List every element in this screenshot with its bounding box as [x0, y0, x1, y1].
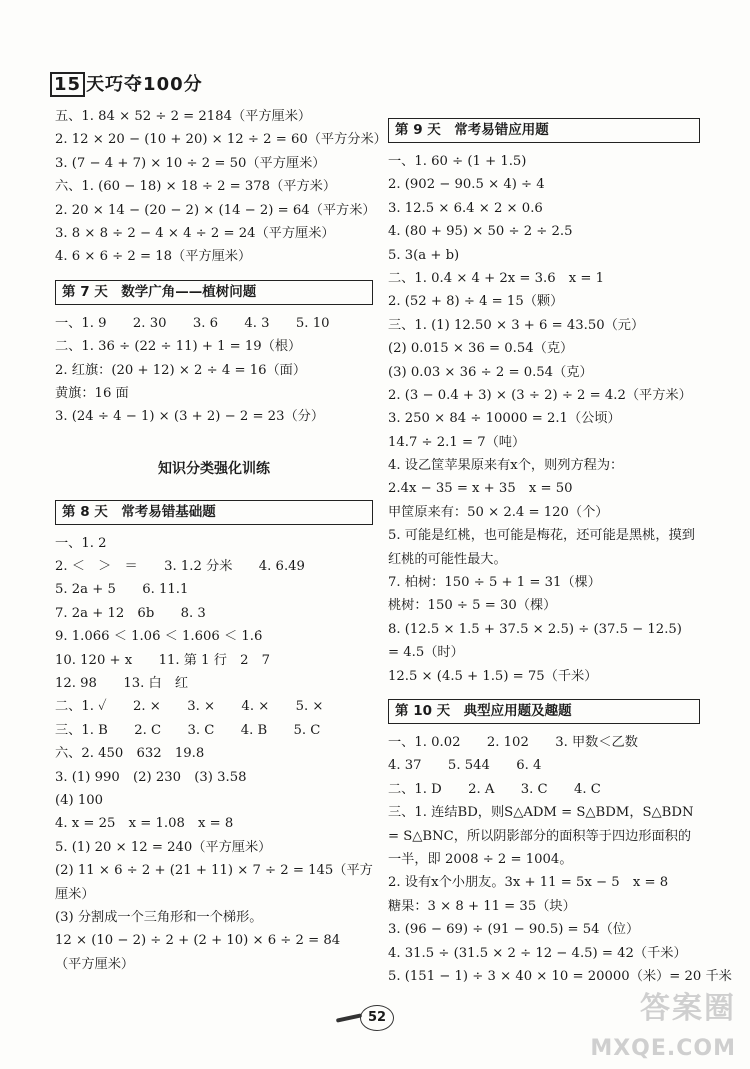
answer-line: 2. 设有x个小朋友。3x + 11 = 5x − 5 x = 8 [388, 875, 669, 891]
answer-line: 二、1. D 2. A 3. C 4. C [388, 781, 601, 797]
answer-line: 3. (96 − 69) ÷ (91 − 90.5) = 54（位） [388, 922, 640, 938]
answer-line: (2) 0.015 × 36 = 0.54（克） [388, 341, 574, 357]
answer-line: 10. 120 + x 11. 第 1 行 2 7 [55, 652, 271, 668]
answer-line: 4. 6 × 6 ÷ 2 = 18（平方厘米） [55, 249, 252, 265]
answer-day8-wrapped: (2) 11 × 6 ÷ 2 + (21 + 11) × 7 ÷ 2 = 145（平方厘米） [55, 863, 373, 902]
answer-line: 一、1. 2 [55, 535, 107, 551]
answer-day9-wrapped: 5. 可能是红桃，也可能是梅花，还可能是黑桃，摸到红桃的可能性最大。 [388, 528, 695, 567]
answer-line: 二、1. 36 ÷ (22 ÷ 11) + 1 = 19（根） [55, 339, 302, 355]
answer-line: = 4.5（时） [388, 645, 464, 661]
answer-line: 7. 柏树：150 ÷ 5 + 1 = 31（棵） [388, 575, 601, 591]
answer-line: 3. 12.5 × 6.4 × 2 × 0.6 [388, 200, 543, 216]
answer-line: 2. (3 − 0.4 + 3) × (3 ÷ 2) ÷ 2 = 4.2（平方米） [388, 387, 692, 403]
answer-line: 桃树：150 ÷ 5 = 30（棵） [388, 598, 557, 614]
answer-line: 4. 设乙筐苹果原来有x个，则列方程为： [388, 458, 624, 474]
answer-line: (4) 100 [55, 792, 104, 808]
answer-line: 三、1. (1) 12.50 × 3 + 6 = 43.50（元） [388, 317, 645, 333]
section-title: 知识分类强化训练 [158, 460, 270, 477]
answer-line: 4. 31.5 ÷ (31.5 × 2 ÷ 12 − 4.5) = 42（千米） [388, 945, 687, 961]
answer-line: 2. (52 + 8) ÷ 4 = 15（颗） [388, 294, 564, 310]
answer-line: 5. (151 − 1) ÷ 3 × 40 × 10 = 20000（米）= 20 千米 [388, 968, 732, 984]
answer-line: 3. (7 − 4 + 7) × 10 ÷ 2 = 50（平方厘米） [55, 155, 326, 171]
answer-line: 3. 8 × 8 ÷ 2 − 4 × 4 ÷ 2 = 24（平方厘米） [55, 225, 335, 241]
answer-line: (3) 0.03 × 36 ÷ 2 = 0.54（克） [388, 364, 593, 380]
answer-line: 8. (12.5 × 1.5 + 37.5 × 2.5) ÷ (37.5 − 12.5) [388, 621, 682, 637]
answer-line: 2.4x − 35 = x + 35 x = 50 [388, 481, 573, 497]
answer-line: 六、1. (60 − 18) × 18 ÷ 2 = 378（平方米） [55, 179, 337, 195]
section-heading-day8: 第 8 天 常考易错基础题 [55, 500, 373, 525]
logo-text: 天巧夺100分 [86, 74, 203, 95]
pen-icon [336, 1013, 362, 1022]
answer-line: 4. (80 + 95) × 50 ÷ 2 ÷ 2.5 [388, 224, 573, 240]
answer-line: 2. 12 × 20 − (10 + 20) × 12 ÷ 2 = 60（平方分米） [55, 132, 387, 148]
book-logo [50, 70, 203, 96]
section-heading-day9: 第 9 天 常考易错应用题 [388, 118, 700, 143]
answer-line: 4. 37 5. 544 6. 4 [388, 758, 542, 774]
answer-line: 一、1. 9 2. 30 3. 6 4. 3 5. 10 [55, 315, 330, 331]
answer-line: 黄旗：16 面 [55, 385, 129, 401]
answer-line: 5. 2a + 5 6. 11.1 [55, 582, 189, 598]
answer-line: 5. (1) 20 × 12 = 240（平方厘米） [55, 839, 272, 855]
right-column [388, 105, 732, 988]
answer-line: 3. (24 ÷ 4 − 1) × (3 + 2) − 2 = 23（分） [55, 409, 325, 425]
answer-line: 14.7 ÷ 2.1 = 7（吨） [388, 434, 526, 450]
answer-line: 5. 3(a + b) [388, 247, 460, 263]
answers-day7 [55, 312, 373, 429]
answers-day9 [388, 150, 700, 524]
watermark-logo: 答案圈 [640, 991, 736, 1026]
section-heading-day10: 第 10 天 典型应用题及趣题 [388, 699, 700, 724]
answer-line: 六、2. 450 632 19.8 [55, 746, 205, 762]
page-number: 52 [360, 1005, 394, 1031]
answer-line: 二、1. ✓ 2. × 3. × 4. × 5. × [55, 699, 324, 715]
answers-day8 [55, 532, 373, 859]
answer-day10-wrapped: 三、1. 连结BD，则S△ADM = S△BDM，S△BDN = S△BNC，所以阴影部分的面积等于四边形面积的一半，即 2008 ÷ 2 = 1004。 [388, 805, 694, 867]
answer-line: 3. 250 × 84 ÷ 10000 = 2.1（公顷） [388, 411, 621, 427]
answer-line: 一、1. 60 ÷ (1 + 1.5) [388, 154, 527, 169]
answers-block-1 [55, 105, 387, 269]
answer-line: 12 × (10 − 2) ÷ 2 + (2 + 10) × 6 ÷ 2 = 84 [55, 933, 341, 949]
answer-line: （平方厘米） [55, 956, 135, 972]
logo-number: 15 [50, 72, 85, 97]
answer-line: 2. (902 − 90.5 × 4) ÷ 4 [388, 177, 545, 193]
answer-line: 二、1. 0.4 × 4 + 2x = 3.6 x = 1 [388, 270, 605, 286]
answers-day10 [388, 731, 700, 801]
answer-line: 三、1. B 2. C 3. C 4. B 5. C [55, 722, 321, 738]
answer-line: 糖果：3 × 8 + 11 = 35（块） [388, 898, 576, 914]
watermark-url: MXQE.COM [590, 1036, 736, 1061]
answers-day9-end [388, 571, 700, 688]
answer-line: 五、1. 84 × 52 ÷ 2 = 2184（平方厘米） [55, 109, 312, 124]
answers-day8-end [55, 906, 373, 976]
answer-line: 一、1. 0.02 2. 102 3. 甲数＜乙数 [388, 735, 638, 751]
answer-line: 2. 20 × 14 − (20 − 2) × (14 − 2) = 64（平方米） [55, 202, 376, 218]
answer-line: 2. ＜ ＞ ＝ 3. 1.2 分米 4. 6.49 [55, 559, 305, 575]
answer-line: 3. (1) 990 (2) 230 (3) 3.58 [55, 769, 247, 785]
answer-line: 9. 1.06̇6 ＜ 1.06̇ ＜ 1.606 ＜ 1.6̇ [55, 629, 263, 645]
answer-line: 12.5 × (4.5 + 1.5) = 75（千米） [388, 668, 598, 684]
answer-line: 4. x = 25 x = 1.08 x = 8 [55, 816, 234, 832]
section-heading-day7: 第 7 天 数学广角——植树问题 [55, 280, 373, 305]
answers-day10-end [388, 871, 732, 988]
answer-line: (3) 分割成一个三角形和一个梯形。 [55, 909, 263, 925]
answer-line: 12. 98 13. 白 红 [55, 676, 189, 692]
left-column [55, 105, 387, 976]
answer-line: 2. 红旗：(20 + 12) × 2 ÷ 4 = 16（面） [55, 362, 307, 378]
answer-line: 甲筐原来有：50 × 2.4 = 120（个） [388, 504, 609, 520]
answer-line: 7. 2a + 12 6b 8. 3 [55, 605, 206, 621]
